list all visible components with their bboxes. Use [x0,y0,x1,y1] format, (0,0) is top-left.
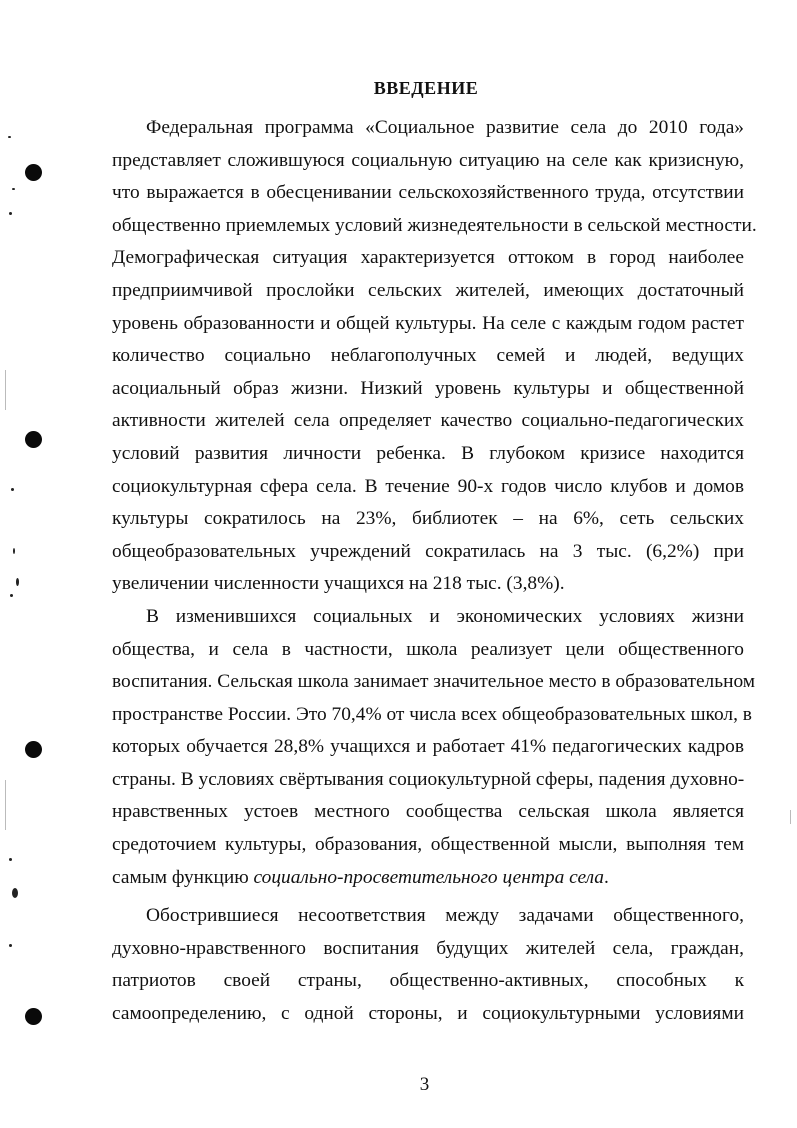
text-line: самоопределению, с одной стороны, и социокультурными условиями [112,1003,744,1025]
binder-hole-3 [25,741,42,758]
scan-speck [11,488,14,491]
scan-speck [9,944,12,947]
text-fragment: . [603,866,609,888]
binder-hole-2 [25,431,42,448]
text-line: культуры сократилось на 23%, библиотек – на 6%, сеть сельских [112,508,744,530]
text-line: патриотов своей страны, общественно-активных, способных к [112,970,744,992]
page-number: 3 [419,1074,430,1095]
scan-speck [13,548,15,554]
text-line: Демографическая ситуация характеризуется оттоком в город наиболее [112,247,744,269]
scan-speck [9,858,12,861]
text-line: воспитания. Сельская школа занимает значительное место в образовательном [112,671,756,693]
text-fragment: самым функцию [112,866,254,888]
text-line: общеобразовательных учреждений сократилась на 3 тыс. (6,2%) при [112,540,744,562]
text-line: страны. В условиях свёртывания социокультурной сферы, падения духовно- [112,768,745,790]
text-line: духовно-нравственного воспитания будущих жителей села, граждан, [112,937,744,959]
text-line: В изменившихся социальных и экономических условиях жизни [146,605,744,627]
text-line: средоточием культуры, образования, общественной мысли, выполняя тем [112,834,744,856]
text-line: предприимчивой прослойки сельских жителей, имеющих достаточный [112,279,744,301]
text-line: количество социально неблагополучных семей и людей, ведущих [112,345,744,367]
scan-edge-mark [5,370,6,410]
text-line: представляет сложившуюся социальную ситуацию на селе как кризисную, [112,149,744,171]
binder-hole-4 [25,1008,42,1025]
text-line: что выражается в обесценивании сельскохозяйственного труда, отсутствии [112,182,744,204]
scan-speck [12,888,18,898]
scan-speck [16,578,19,586]
text-line: увеличении численности учащихся на 218 тыс. (3,8%). [112,573,565,595]
scan-speck [8,136,11,138]
scan-speck [10,594,13,597]
binder-hole-1 [25,164,42,181]
text-line: нравственных устоев местного сообщества сельская школа является [112,801,744,823]
scan-edge-mark [5,780,6,830]
body-text [112,112,757,1031]
text-line: условий развития личности ребенка. В глубоком кризисе находится [112,442,744,464]
text-line: общественно приемлемых условий жизнедеятельности в сельской местности. [112,214,757,236]
text-line: пространстве России. Это 70,4% от числа всех общеобразовательных школ, в [112,703,752,725]
scan-speck [12,188,15,190]
text-line: Обострившиеся несоответствия между задачами общественного, [146,905,744,927]
text-line: активности жителей села определяет качество социально-педагогических [112,410,744,432]
text-line: общества, и села в частности, школа реализует цели общественного [112,638,744,660]
emphasized-text: социально-просветительного центра села [253,866,604,888]
text-line: асоциальный образ жизни. Низкий уровень культуры и общественной [112,377,744,399]
text-line: которых обучается 28,8% учащихся и работает 41% педагогических кадров [112,736,744,758]
page-title: ВВЕДЕНИЕ [373,78,479,98]
scan-speck [9,212,12,215]
text-line: социокультурная сфера села. В течение 90-х годов число клубов и домов [112,475,744,497]
text-line: уровень образованности и общей культуры. На селе с каждым годом растет [112,312,744,334]
text-line: Федеральная программа «Социальное развитие села до 2010 года» [146,117,744,138]
scan-edge-mark [790,810,791,824]
text-line [112,862,744,895]
